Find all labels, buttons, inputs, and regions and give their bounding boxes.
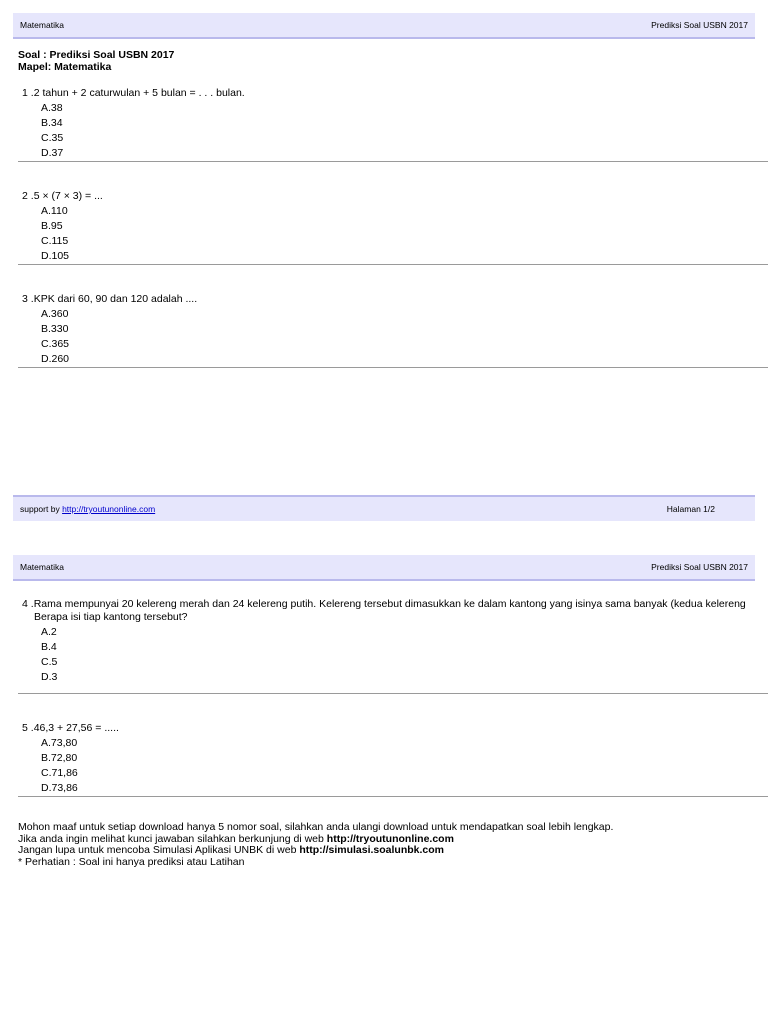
- option-c: C.365: [41, 338, 70, 350]
- notice-line-3: Jangan lupa untuk mencoba Simulasi Aplikasi UNBK di web http://simulasi.soalunbk.com: [18, 844, 445, 856]
- option-a: A.360: [41, 308, 69, 320]
- header-exam-title: Prediksi Soal USBN 2017: [651, 20, 748, 30]
- header-subject: Matematika: [20, 562, 64, 572]
- option-d: D.260: [41, 353, 70, 365]
- question-divider: [18, 367, 768, 368]
- page1-header: [13, 13, 755, 39]
- notice-line-1: Mohon maaf untuk setiap download hanya 5 nomor soal, silahkan anda ulangi download untuk mendapatkan soal lebih lengkap.: [18, 821, 614, 833]
- option-d: D.73,86: [41, 782, 78, 794]
- download-notice: [18, 822, 613, 868]
- option-b: B.72,80: [41, 752, 78, 764]
- option-a: A.110: [41, 205, 68, 217]
- answer-key-url: http://tryoutunonline.com: [326, 832, 454, 845]
- question-divider: [18, 161, 768, 162]
- question-1: [18, 86, 768, 161]
- simulation-url: http://simulasi.soalunbk.com: [299, 844, 445, 856]
- option-b: B.4: [41, 641, 57, 653]
- option-d: D.37: [41, 147, 64, 159]
- option-a: A.73,80: [41, 737, 78, 749]
- question-stem: 1 .2 tahun + 2 caturwulan + 5 bulan = . . . bulan.: [22, 87, 245, 99]
- question-2: [18, 189, 768, 264]
- question-stem: 4 .Rama mempunyai 20 kelereng merah dan 24 kelereng putih. Kelereng tersebut dimasukkan ke dalam kantong yang isinya sama banyak (kedua kelereng: [22, 598, 746, 610]
- option-c: C.5: [41, 656, 58, 668]
- support-link[interactable]: http://tryoutunonline.com: [62, 504, 156, 514]
- page-number: Halaman 1/2: [666, 504, 715, 514]
- option-a: A.2: [41, 626, 57, 638]
- question-3: [18, 292, 768, 367]
- option-c: C.35: [41, 132, 64, 144]
- header-subject: Matematika: [20, 20, 64, 30]
- option-b: B.330: [41, 323, 69, 335]
- option-c: C.71,86: [41, 767, 78, 779]
- option-b: B.34: [41, 117, 63, 129]
- question-stem-continued: Berapa isi tiap kantong tersebut?: [34, 611, 188, 623]
- page1-footer: [13, 495, 755, 521]
- question-stem: 5 .46,3 + 27,56 = .....: [22, 722, 119, 734]
- question-4: [18, 597, 768, 685]
- title-soal: Soal : Prediksi Soal USBN 2017: [18, 49, 175, 61]
- question-divider: [18, 796, 768, 797]
- notice-line-4: * Perhatian : Soal ini hanya prediksi atau Latihan: [18, 855, 245, 868]
- option-a: A.38: [41, 102, 63, 114]
- header-exam-title: Prediksi Soal USBN 2017: [651, 562, 748, 572]
- question-stem: 2 .5 × (7 × 3) = ...: [22, 190, 103, 202]
- notice-line-2: Jika anda ingin melihat kunci jawaban silahkan berkunjung di web http://tryoutunonline.com: [18, 832, 454, 845]
- option-d: D.3: [41, 671, 58, 683]
- option-d: D.105: [41, 250, 70, 262]
- option-c: C.115: [41, 235, 69, 247]
- option-b: B.95: [41, 220, 63, 232]
- question-stem: 3 .KPK dari 60, 90 dan 120 adalah ....: [22, 293, 198, 305]
- question-divider: [18, 693, 768, 694]
- question-divider: [18, 264, 768, 265]
- support-text: support by http://tryoutunonline.com: [20, 504, 156, 514]
- title-mapel: Mapel: Matematika: [18, 61, 112, 73]
- question-5: [18, 721, 768, 796]
- page2-header: [13, 555, 755, 581]
- document-title: [18, 49, 174, 73]
